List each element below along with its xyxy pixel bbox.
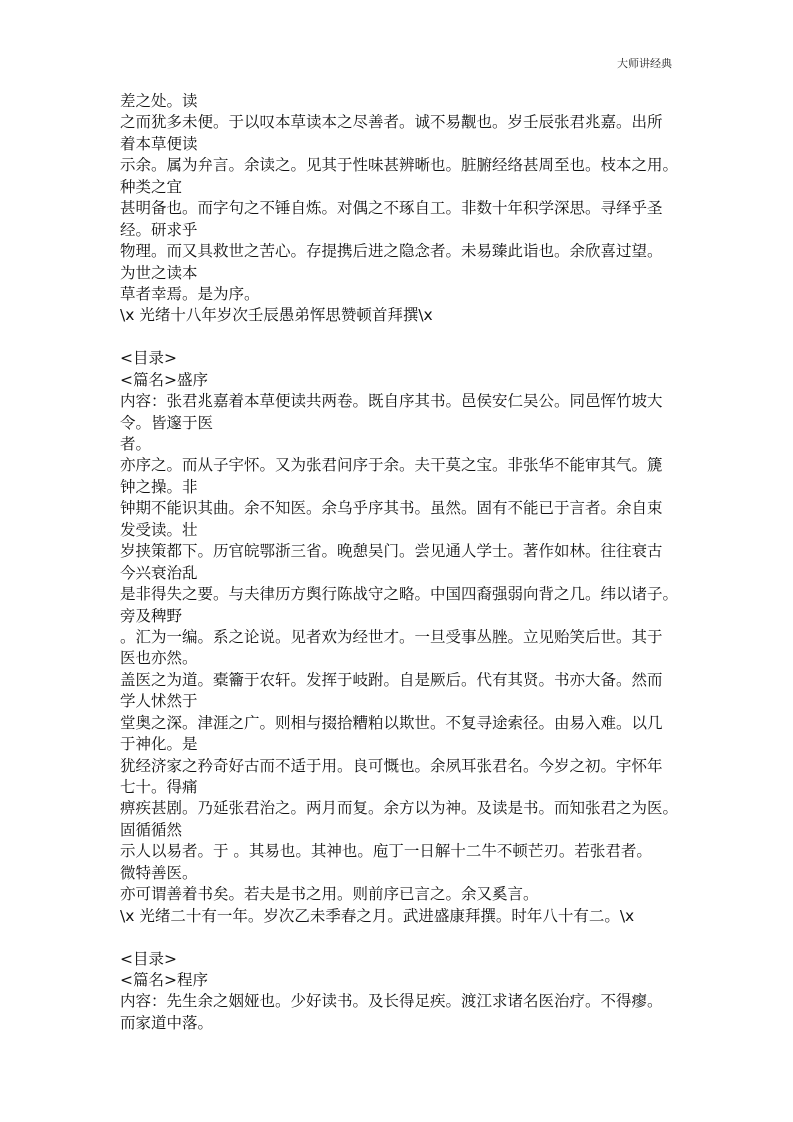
text-line: 亦可谓善着书矣。若夫是书之用。则前序已言之。余又奚言。 [120,885,539,904]
text-line: 医也亦然。 [120,649,198,668]
text-line: 经。研求乎 [120,220,198,239]
signature-line: \x 光绪二十有一年。岁次乙未季春之月。武进盛康拜撰。时年八十有二。\x [120,906,635,925]
text-line: 盖医之为道。橐籥于农轩。发挥于岐跗。自是厥后。代有其贤。书亦大备。然而 [120,670,663,689]
text-line: 示余。属为弁言。余读之。见其于性味甚辨晰也。脏腑经络甚周至也。枝本之用。 [120,156,679,175]
text-line: 甚明备也。而字句之不锤自炼。对偶之不琢自工。非数十年积学深思。寻绎乎圣 [120,199,663,218]
text-line: 学人怵然于 [120,692,198,711]
text-line: 种类之宜 [120,177,183,196]
section-title: <篇名>程序 [120,970,208,989]
text-line: 令。皆邃于医 [120,413,214,432]
signature-line: \x 光绪十八年岁次壬辰愚弟恽思赞顿首拜撰\x [120,306,433,325]
text-line: 钟期不能识其曲。余不知医。余乌乎序其书。虽然。固有不能已于言者。余自束 [120,499,663,518]
text-line: 差之处。读 [120,92,198,110]
text-line: 是非得失之要。与夫律历方舆行陈战守之略。中国四裔强弱向背之几。纬以诸子。 [120,585,679,604]
page-header [617,57,672,71]
blank-line [120,927,680,948]
text-line: 发受读。壮 [120,520,198,539]
text-line: 痹疾甚剧。乃延张君治之。两月而复。余方以为神。及读是书。而知张君之为医。 [120,799,679,818]
text-line: 今兴衰治乱 [120,563,198,582]
text-line: 着本草便读 [120,134,198,153]
toc-marker: <目录> [120,949,177,968]
text-line: 固循循然 [120,820,183,839]
section-title: <篇名>盛序 [120,370,208,389]
text-line: 草者幸焉。是为序。 [120,284,260,303]
text-line: 亦序之。而从子宇怀。又为张君问序于余。夫干莫之宝。非张华不能审其气。篪 [120,456,663,475]
text-line: 旁及稗野 [120,606,183,625]
text-line: 者。 [120,435,152,453]
text-line: 示人以易者。于 。其易也。其神也。庖丁一日解十二牛不顿芒刃。若张君者。 [120,842,652,861]
text-line: 微特善医。 [120,863,198,882]
blank-line [120,327,680,348]
text-line: 堂奥之深。津涯之广。则相与掇拾糟粕以欺世。不复寻途索径。由易入难。以几 [120,713,663,732]
text-line: 为世之读本 [120,263,198,282]
text-line: 七十。得痛 [120,778,198,796]
text-line: 岁挟策都下。历官皖鄂浙三省。晚憩吴门。尝见通人学士。著作如林。往往衰古 [120,542,663,561]
document-body [120,91,680,1034]
text-line: 钟之操。非 [120,477,198,496]
text-line: 于神化。是 [120,735,198,754]
header-title: 大师讲经典 [617,57,672,70]
text-line: 犹经济家之矜奇好古而不适于用。良可慨也。余夙耳张君名。今岁之初。宇怀年 [120,756,663,775]
text-line: 内容：张君兆嘉着本草便读共两卷。既自序其书。邑侯安仁吴公。同邑恽竹坡大 [120,392,663,411]
text-line: 之而犹多未便。于以叹本草读本之尽善者。诚不易觏也。岁壬辰张君兆嘉。出所 [120,113,663,132]
text-line: 物理。而又具救世之苦心。存提携后进之隐念者。未易臻此诣也。余欣喜过望。 [120,242,663,261]
text-line: 。汇为一编。系之论说。见者欢为经世才。一旦受事丛脞。立见贻笑后世。其于 [120,627,663,646]
text-line: 内容：先生余之姻娅也。少好读书。及长得足疾。渡江求诸名医治疗。不得瘳。 [120,992,663,1011]
toc-marker: <目录> [120,349,177,368]
text-line: 而家道中落。 [120,1013,214,1032]
